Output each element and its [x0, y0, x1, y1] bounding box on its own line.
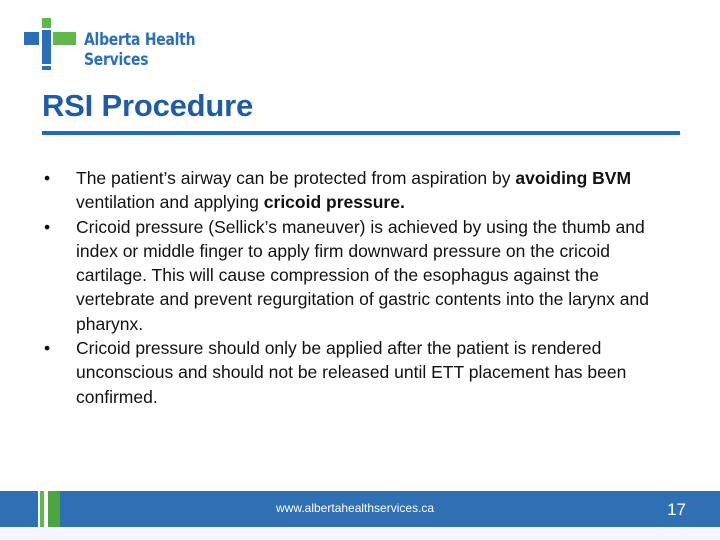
footer-green-block	[48, 491, 60, 527]
alberta-health-services-logo	[24, 18, 214, 74]
slide-title: RSI Procedure	[42, 88, 254, 123]
footer-url: www.albertahealthservices.ca	[276, 501, 435, 515]
slide-footer	[0, 488, 720, 540]
logo-line-1: Alberta Health	[84, 30, 196, 50]
bullet-text	[76, 168, 631, 212]
title-divider	[42, 131, 680, 135]
footer-green-bar	[40, 491, 44, 527]
ahs-cross-icon	[24, 18, 76, 70]
bullet-marker: •	[44, 338, 51, 359]
bullet-marker: •	[44, 216, 51, 237]
bullet-list	[44, 166, 674, 409]
bullet-text-part: The patient’s airway can be protected from aspiration by	[76, 168, 516, 188]
page-number: 17	[667, 500, 686, 519]
bullet-emphasis: cricoid pressure.	[263, 192, 405, 213]
bullet-text-part: ventilation and applying	[76, 192, 264, 213]
bullet-text: Cricoid pressure should only be applied after the patient is rendered unconscious and should not be released until ETT placement has been confirmed.	[76, 338, 627, 407]
bullet-marker: •	[44, 168, 51, 188]
footer-bottom-edge	[0, 527, 720, 540]
bullet-item-release	[44, 336, 674, 409]
logo-wordmark	[84, 30, 195, 70]
bullet-item-cricoid-pressure	[44, 215, 674, 336]
bullet-item-aspiration	[44, 166, 674, 215]
bullet-emphasis: avoiding BVM	[515, 168, 632, 188]
bullet-text: Cricoid pressure (Sellick’s maneuver) is achieved by using the thumb and index or middle finger to apply firm downward pressure on the cricoid cartilage. This will cause compression of the esophagus against the vertebrate and prevent regurgitation of gastric contents into the larynx and pharynx.	[76, 216, 649, 334]
logo-line-2: Services	[84, 50, 149, 70]
